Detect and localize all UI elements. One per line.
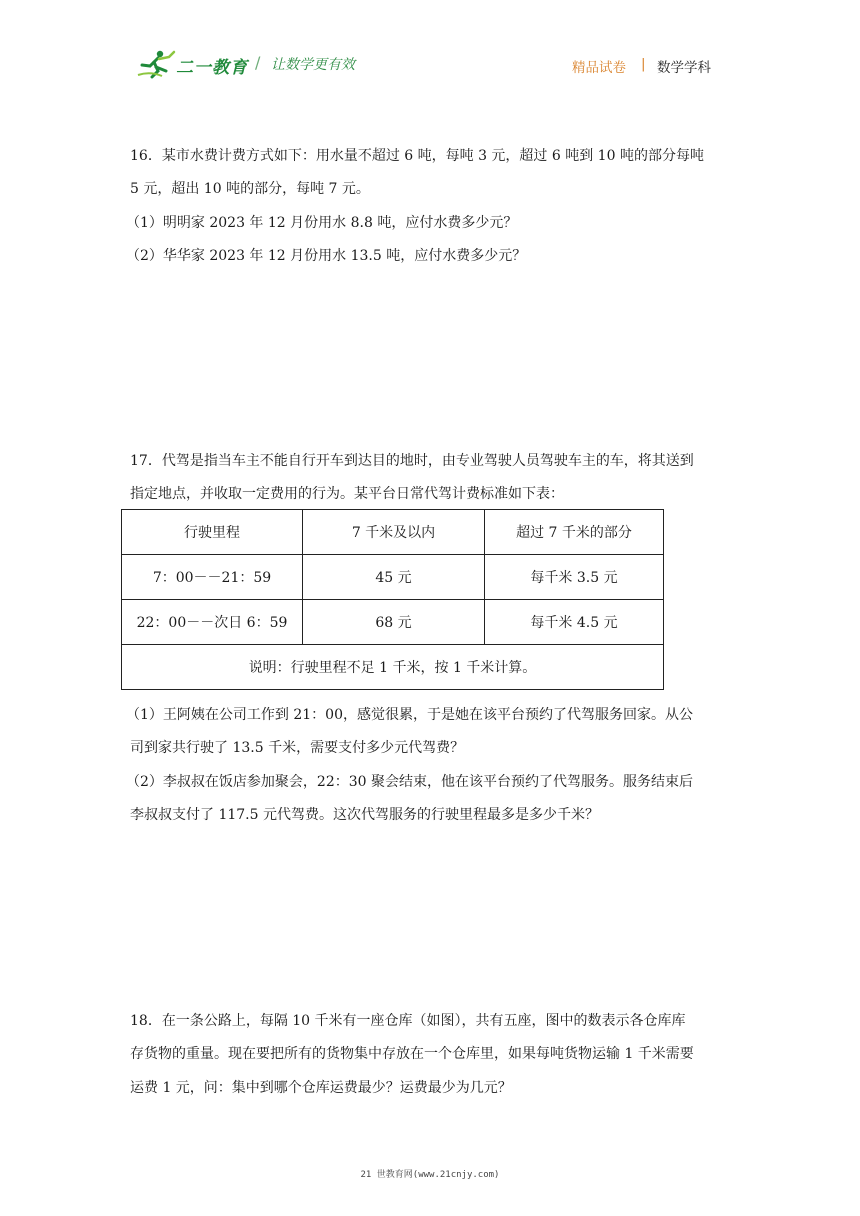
table-header-cell: 超过 7 千米的部分: [485, 510, 664, 555]
q18-line-3: 运费 1 元，问：集中到哪个仓库运费最少？运费最少为几元？: [130, 1080, 512, 1096]
table-cell: 22：00－－次日 6：59: [122, 600, 303, 645]
running-figure-logo-icon: [136, 49, 176, 79]
table-row: [122, 600, 664, 645]
q17-line-2: 指定地点，并收取一定费用的行为。某平台日常代驾计费标准如下表：: [130, 486, 564, 502]
q18-line-1: 18．在一条公路上，每隔 10 千米有一座仓库（如图），共有五座，图中的数表示各仓库库: [130, 1013, 686, 1029]
table-cell: 7：00－－21：59: [122, 555, 303, 600]
q17-sub-1-line-2: 司到家共行驶了 13.5 千米，需要支付多少元代驾费？: [130, 740, 465, 756]
table-header-cell: 行驶里程: [122, 510, 303, 555]
q17-line-1: 17．代驾是指当车主不能自行开车到达目的地时，由专业驾驶人员驾驶车主的车，将其送到: [130, 453, 694, 469]
q16-line-1: 16．某市水费计费方式如下：用水量不超过 6 吨，每吨 3 元，超过 6 吨到 10 吨的部分每吨: [130, 148, 704, 164]
table-header-row: [122, 510, 664, 555]
q16-line-2: 5 元，超出 10 吨的部分，每吨 7 元。: [130, 181, 370, 197]
q16-sub-1: （1）明明家 2023 年 12 月份用水 8.8 吨，应付水费多少元？: [126, 215, 518, 231]
q17-sub-1-line-1: （1）王阿姨在公司工作到 21：00，感觉很累，于是她在该平台预约了代驾服务回家。从公: [126, 707, 693, 723]
table-cell: 每千米 4.5 元: [485, 600, 664, 645]
page-footer: 21 世教育网(www.21cnjy.com): [360, 1170, 500, 1180]
q18-line-2: 存货物的重量。现在要把所有的货物集中存放在一个仓库里，如果每吨货物运输 1 千米需要: [130, 1046, 694, 1062]
fee-table: [121, 509, 664, 690]
table-note-row: [122, 645, 664, 690]
logo-separator: /: [255, 53, 261, 72]
table-cell: 每千米 3.5 元: [485, 555, 664, 600]
header-tag-quality: 精品试卷: [572, 60, 626, 76]
q16-sub-2: （2）华华家 2023 年 12 月份用水 13.5 吨，应付水费多少元？: [126, 248, 527, 264]
header-tag-subject: 数学学科: [657, 60, 711, 76]
table-cell: 45 元: [303, 555, 485, 600]
table-cell: 68 元: [303, 600, 485, 645]
table-header-cell: 7 千米及以内: [303, 510, 485, 555]
header-tag-separator: |: [641, 56, 646, 72]
page-header: [0, 0, 860, 100]
slogan: 让数学更有效: [271, 57, 355, 73]
q17-sub-2-line-2: 李叔叔支付了 117.5 元代驾费。这次代驾服务的行驶里程最多是多少千米？: [130, 807, 599, 823]
logo-text: 二一教育: [176, 58, 248, 78]
table-note: 说明：行驶里程不足 1 千米，按 1 千米计算。: [122, 645, 664, 690]
header-divider: [134, 88, 726, 89]
table-row: [122, 555, 664, 600]
q17-sub-2-line-1: （2）李叔叔在饭店参加聚会，22：30 聚会结束，他在该平台预约了代驾服务。服务结束后: [126, 774, 693, 790]
